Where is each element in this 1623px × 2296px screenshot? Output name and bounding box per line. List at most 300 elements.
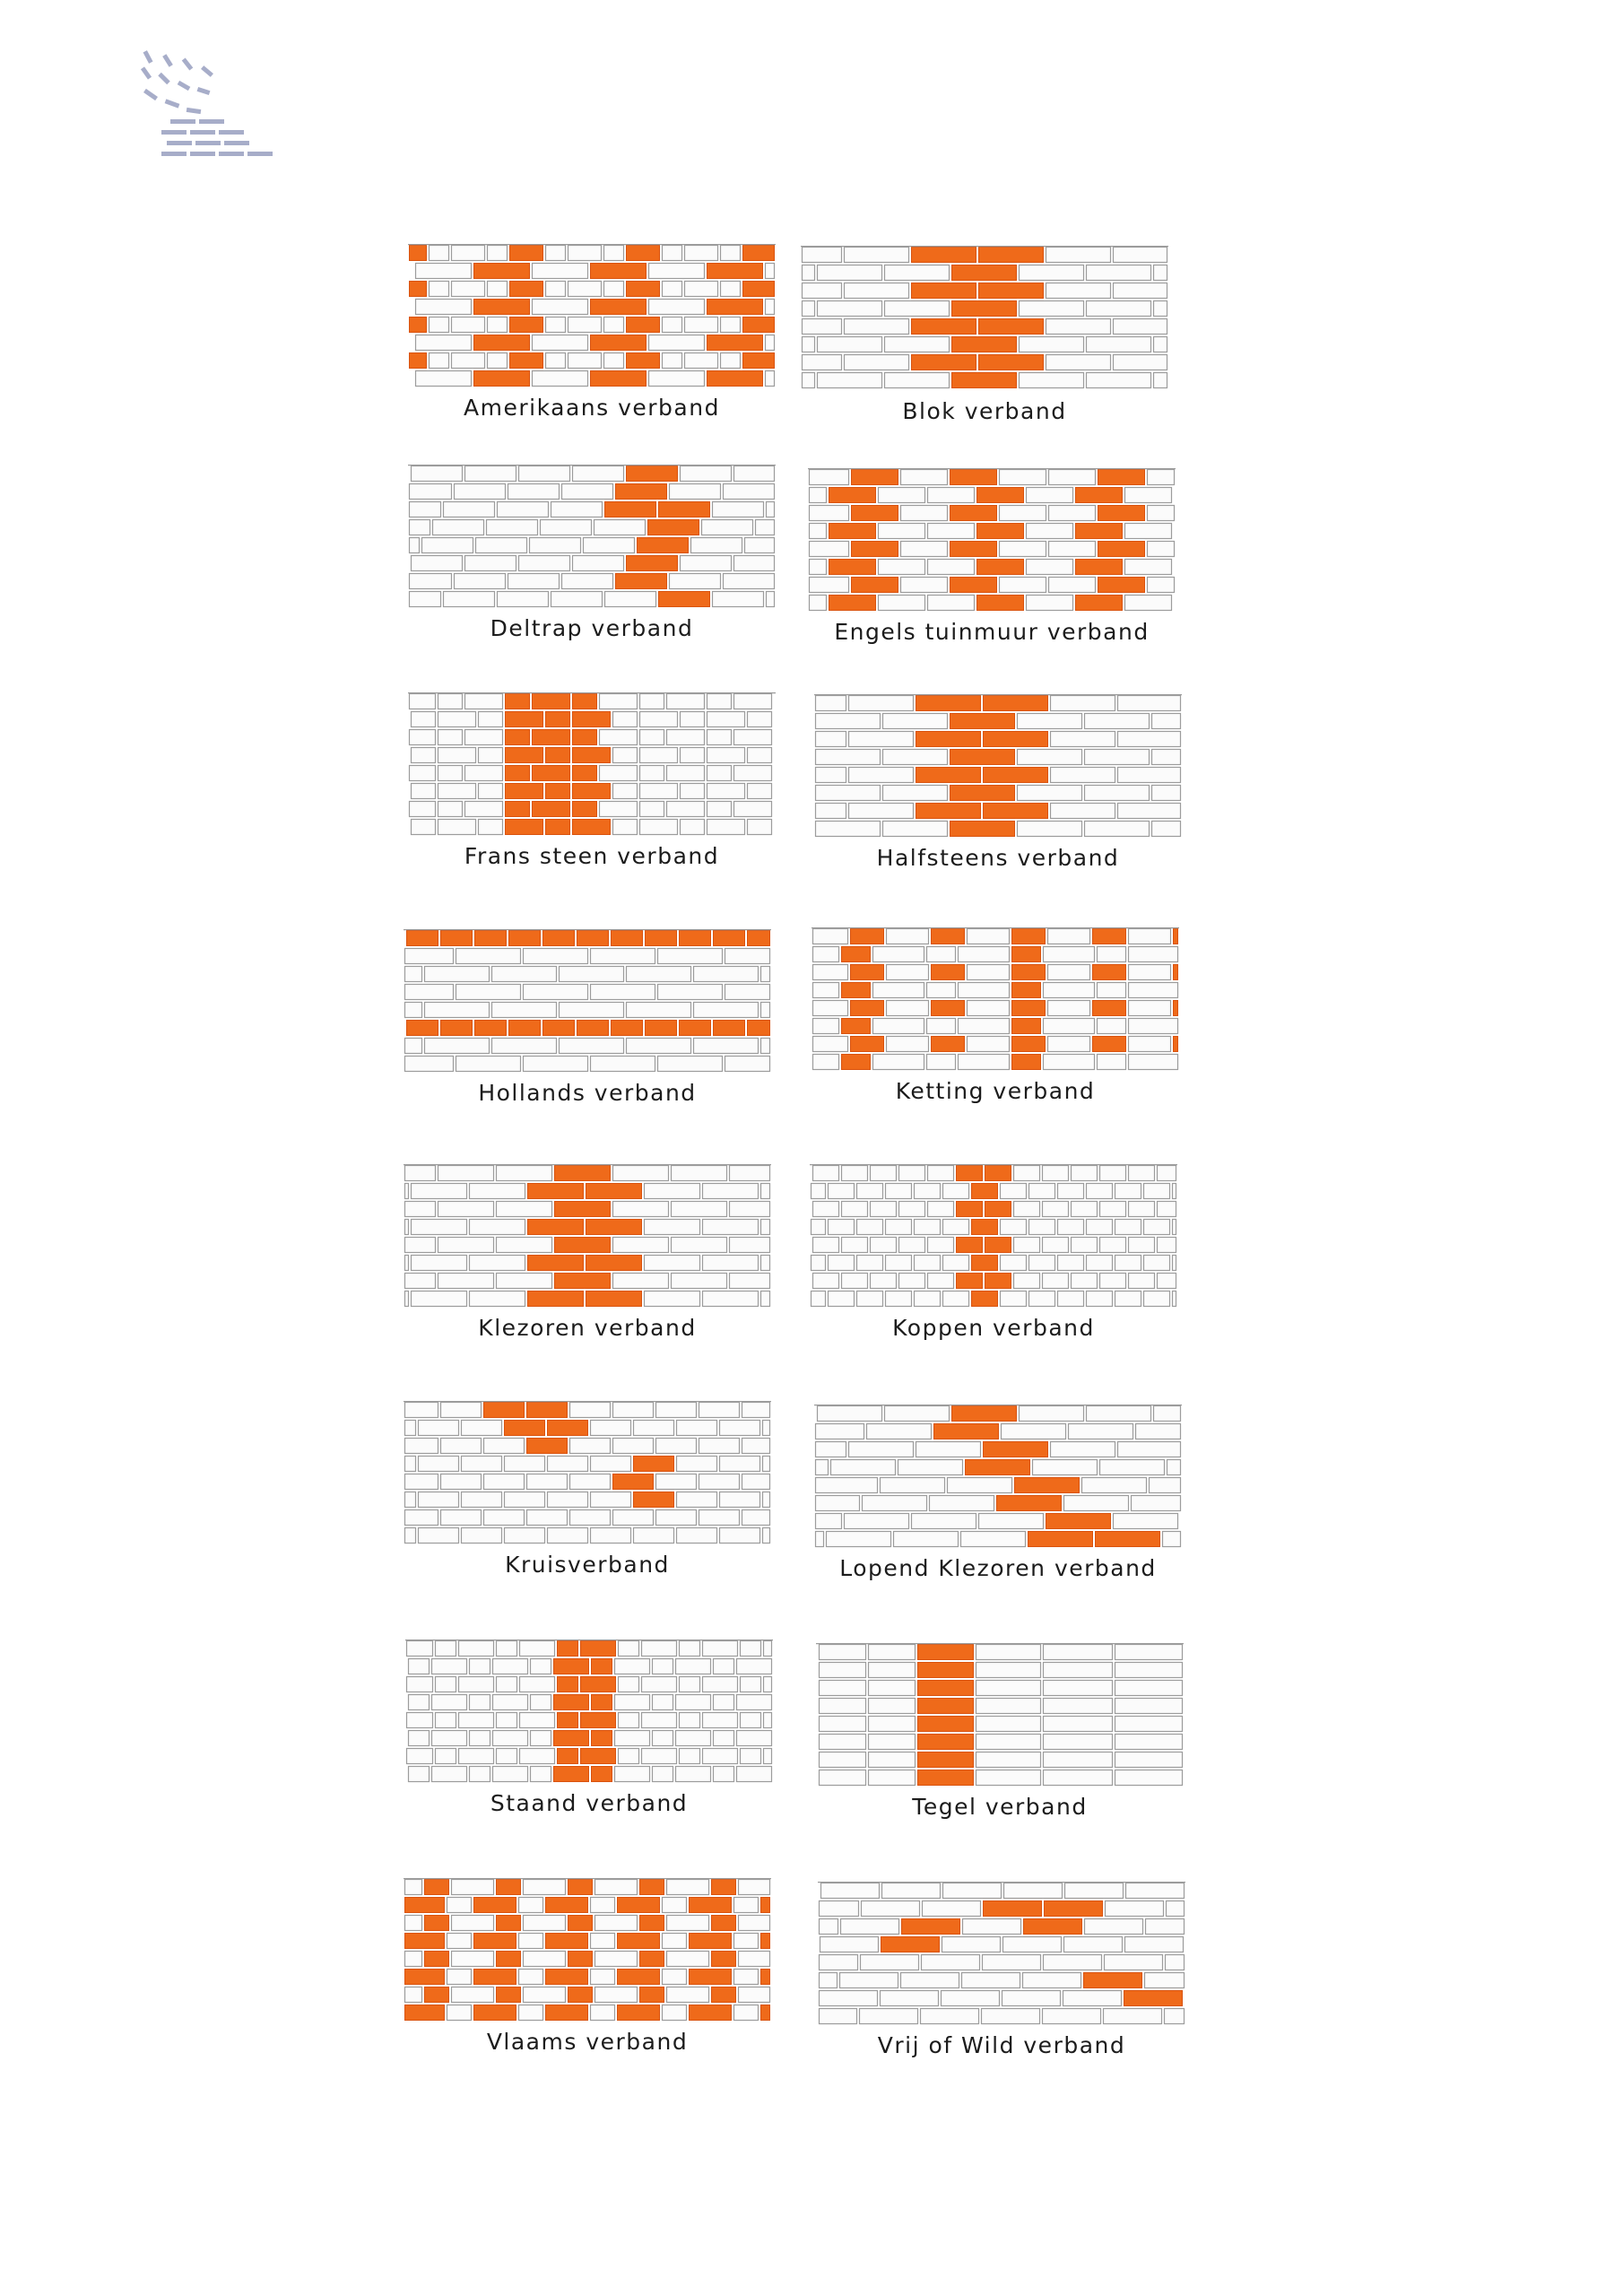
frans-brick [438, 820, 476, 835]
deltrap-brick [433, 520, 484, 535]
frans-brick-accent [533, 730, 570, 745]
blok-brick [1046, 248, 1111, 263]
hollands-brick [627, 1003, 691, 1018]
engels-brick-accent [829, 596, 876, 611]
kruis-brick [570, 1439, 611, 1454]
kruis-brick [677, 1421, 717, 1436]
amerikaans-brick [546, 317, 566, 333]
koppen-brick [1058, 1292, 1084, 1307]
ketting-brick-accent [1174, 1001, 1178, 1016]
kruis-brick [484, 1510, 525, 1526]
ketting-brick-accent [851, 965, 884, 980]
halfsteens-brick [1152, 786, 1181, 801]
staand-brick [470, 1695, 490, 1710]
vrij-brick [1003, 1937, 1062, 1952]
staand-brick [653, 1695, 673, 1710]
deltrap-brick [412, 556, 463, 571]
vrij-brick [820, 1991, 878, 2006]
deltrap-brick-accent [627, 466, 678, 482]
engels-brick [810, 578, 849, 593]
vlaams-brick [524, 1880, 566, 1895]
vlaams-brick [452, 1952, 494, 1967]
koppen-brick [812, 1184, 826, 1199]
vrij-brick [1165, 2009, 1185, 2024]
staand-brick [615, 1659, 650, 1674]
frans-brick-accent [573, 766, 597, 781]
vlaams-brick-accent [568, 1916, 593, 1931]
staand-brick [741, 1677, 761, 1692]
koppen-brick [1100, 1238, 1126, 1253]
logo-brick [161, 130, 187, 135]
logo-brick [158, 73, 169, 84]
koppen-brick-accent [957, 1238, 983, 1253]
frans-brick [640, 802, 664, 817]
blok-brick [1114, 248, 1167, 263]
ketting-brick-accent [932, 1001, 965, 1016]
vlaams-brick-accent [546, 1934, 588, 1949]
frans-brick-accent [533, 694, 570, 709]
koppen-brick-accent [985, 1238, 1011, 1253]
vlaams-brick [663, 1898, 687, 1913]
staand-caption: Staand verband [490, 1790, 689, 1816]
lopend-klezoren-brick [816, 1478, 878, 1493]
koppen-brick [857, 1292, 883, 1307]
kruis-brick [405, 1510, 438, 1526]
lopend-klezoren-brick-accent [966, 1460, 1030, 1475]
halfsteens-brick [883, 822, 948, 837]
blok-brick [1087, 337, 1151, 352]
koppen-brick [928, 1274, 954, 1289]
frans-brick [412, 712, 436, 727]
lopend-klezoren-brick [1150, 1478, 1181, 1493]
lopend-klezoren-brick [816, 1460, 829, 1475]
amerikaans-brick [721, 317, 741, 333]
kruis-brick [634, 1421, 674, 1436]
vlaams-brick-accent [568, 1952, 593, 1967]
hollands-brick-accent [475, 1021, 507, 1036]
koppen-brick-accent [985, 1274, 1011, 1289]
frans-brick [667, 802, 705, 817]
deltrap-brick [562, 484, 613, 500]
amerikaans-brick [533, 335, 588, 351]
engels-brick-accent [852, 506, 898, 521]
ketting-brick [927, 983, 956, 998]
halfsteens-brick-accent [916, 768, 981, 783]
koppen-brick [1072, 1202, 1098, 1217]
tegel-brick [869, 1699, 916, 1714]
frans-brick [667, 694, 705, 709]
koppen-brick [1072, 1166, 1098, 1181]
ketting-brick [887, 929, 929, 944]
vrij-brick-accent [984, 1901, 1042, 1917]
vrij-brick-wall [818, 1882, 1185, 2025]
frans-brick [707, 820, 745, 835]
hollands-brick [627, 1039, 691, 1054]
hollands-brick-accent [441, 1021, 473, 1036]
ketting-brick [1129, 929, 1171, 944]
deltrap-brick [465, 556, 516, 571]
vlaams-brick-accent [405, 1970, 445, 1985]
vrij-brick [862, 1901, 920, 1917]
halfsteens-brick [1051, 732, 1115, 747]
pattern-tegel [816, 1643, 1184, 1820]
blok-brick-accent [979, 283, 1044, 299]
staand-brick [459, 1677, 494, 1692]
kruis-brick [742, 1403, 770, 1418]
frans-brick [479, 748, 503, 763]
staand-brick-accent [581, 1677, 616, 1692]
amerikaans-brick [533, 264, 588, 279]
blok-brick [1020, 265, 1084, 281]
frans-brick [734, 694, 772, 709]
frans-brick-accent [506, 748, 543, 763]
staand-brick [409, 1695, 430, 1710]
engels-brick-accent [1098, 578, 1145, 593]
staand-brick [520, 1677, 555, 1692]
hollands-brick-accent [646, 931, 677, 946]
engels-brick [901, 542, 948, 557]
vlaams-brick [663, 1934, 687, 1949]
koppen-brick [1014, 1274, 1040, 1289]
lopend-klezoren-brick [930, 1496, 994, 1511]
amerikaans-brick [649, 300, 705, 315]
koppen-brick [842, 1202, 868, 1217]
hollands-brick [425, 967, 490, 982]
deltrap-brick [767, 502, 775, 517]
koppen-brick [1129, 1166, 1155, 1181]
koppen-brick [899, 1238, 925, 1253]
engels-brick [928, 488, 975, 503]
vlaams-brick-accent [640, 1987, 664, 2003]
staand-brick [432, 1659, 467, 1674]
pattern-klezoren [404, 1164, 771, 1341]
kruis-brick [656, 1403, 697, 1418]
deltrap-brick [713, 592, 764, 607]
frans-brick [438, 802, 463, 817]
amerikaans-brick-accent [707, 300, 763, 315]
vlaams-brick [591, 1934, 615, 1949]
staand-brick [432, 1731, 467, 1746]
koppen-brick [1087, 1256, 1113, 1271]
staand-brick [741, 1641, 761, 1657]
blok-brick-accent [952, 265, 1017, 281]
pattern-koppen [810, 1164, 1177, 1341]
lopend-klezoren-brick [1064, 1496, 1129, 1511]
frans-brick [681, 712, 705, 727]
vrij-brick [1064, 1937, 1123, 1952]
staand-brick [764, 1677, 772, 1692]
amerikaans-brick-accent [627, 353, 660, 369]
halfsteens-brick [1051, 804, 1115, 819]
amerikaans-brick-accent [591, 264, 647, 279]
tegel-brick-wall [816, 1643, 1184, 1787]
deltrap-brick [691, 538, 742, 553]
tegel-brick-accent [918, 1735, 974, 1750]
deltrap-brick [573, 466, 624, 482]
staand-brick [407, 1713, 433, 1728]
vrij-brick [820, 1901, 859, 1917]
staand-brick [741, 1713, 761, 1728]
kruis-brick [613, 1439, 654, 1454]
hollands-brick [627, 967, 691, 982]
deltrap-brick [508, 574, 560, 589]
halfsteens-brick [816, 714, 881, 729]
ketting-brick-accent [1012, 1055, 1041, 1070]
ketting-brick [1098, 1019, 1126, 1034]
koppen-brick [1173, 1184, 1176, 1199]
halfsteens-brick [1118, 768, 1181, 783]
hollands-brick [761, 967, 770, 982]
vlaams-brick-accent [618, 1970, 660, 1985]
ketting-brick-accent [1012, 1001, 1046, 1016]
hollands-brick-accent [407, 931, 438, 946]
koppen-brick [899, 1274, 925, 1289]
frans-brick-wall [408, 692, 776, 836]
vlaams-brick [591, 1970, 615, 1985]
vrij-brick [1166, 1955, 1185, 1970]
amerikaans-brick [533, 371, 588, 387]
logo-brick [161, 152, 187, 156]
staand-brick [409, 1731, 430, 1746]
frans-brick [410, 694, 436, 709]
deltrap-brick [670, 484, 721, 500]
ketting-brick [927, 1055, 956, 1070]
engels-brick [879, 524, 925, 539]
staand-brick [703, 1749, 738, 1764]
engels-brick [810, 560, 827, 575]
koppen-brick [1001, 1292, 1027, 1307]
koppen-brick-accent [972, 1292, 998, 1307]
engels-brick [879, 596, 925, 611]
koppen-brick [813, 1202, 839, 1217]
vlaams-brick [734, 1970, 759, 1985]
vlaams-brick [739, 1987, 770, 2003]
klezoren-brick [405, 1274, 436, 1289]
staand-brick [703, 1641, 738, 1657]
staand-brick [436, 1749, 456, 1764]
vlaams-brick-accent [690, 1898, 732, 1913]
klezoren-brick-accent [528, 1220, 584, 1235]
vlaams-brick-accent [640, 1880, 664, 1895]
vlaams-brick-accent [546, 1970, 588, 1985]
koppen-brick [871, 1166, 897, 1181]
hollands-brick-accent [612, 1021, 643, 1036]
lopend-klezoren-brick [849, 1442, 914, 1457]
pattern-staand [405, 1639, 773, 1816]
vrij-brick [820, 2009, 857, 2024]
ketting-brick-accent [1174, 1037, 1178, 1052]
staand-brick [737, 1731, 772, 1746]
engels-brick [810, 542, 849, 557]
engels-brick-accent [1076, 560, 1123, 575]
staand-brick [642, 1641, 677, 1657]
amerikaans-brick [649, 264, 705, 279]
amerikaans-brick [663, 282, 682, 297]
ketting-brick-accent [932, 1037, 965, 1052]
ketting-brick [873, 983, 924, 998]
staand-brick-accent [558, 1677, 578, 1692]
vrij-brick [820, 1937, 879, 1952]
koppen-brick [1087, 1184, 1113, 1199]
lopend-klezoren-brick-wall [814, 1405, 1182, 1548]
deltrap-brick [767, 592, 775, 607]
vlaams-brick [405, 1952, 422, 1967]
tegel-brick [869, 1663, 916, 1678]
staand-brick [653, 1731, 673, 1746]
vlaams-brick-accent [425, 1880, 449, 1895]
kruis-brick [419, 1528, 459, 1544]
koppen-brick-accent [957, 1202, 983, 1217]
kruis-brick [763, 1528, 770, 1544]
frans-brick [438, 730, 463, 745]
staand-brick [642, 1713, 677, 1728]
engels-brick-accent [977, 524, 1024, 539]
staand-brick [459, 1641, 494, 1657]
lopend-klezoren-brick [1087, 1406, 1151, 1422]
frans-brick [681, 784, 705, 799]
ketting-brick [959, 1055, 1010, 1070]
ketting-brick-accent [1093, 929, 1126, 944]
engels-brick-accent [1098, 470, 1145, 485]
amerikaans-brick [766, 371, 775, 387]
frans-brick [734, 766, 772, 781]
klezoren-brick [761, 1220, 770, 1235]
kruis-brick [763, 1457, 770, 1472]
vrij-brick [860, 2009, 918, 2024]
frans-brick [707, 766, 732, 781]
ketting-brick-wall [812, 927, 1179, 1071]
kruis-brick [677, 1528, 717, 1544]
logo-brick [143, 89, 158, 100]
ketting-brick [1129, 1055, 1178, 1070]
koppen-brick [1014, 1166, 1040, 1181]
koppen-brick [1043, 1274, 1069, 1289]
engels-brick-accent [977, 596, 1024, 611]
amerikaans-brick [766, 335, 775, 351]
frans-brick-accent [546, 784, 570, 799]
amerikaans-brick [488, 282, 508, 297]
frans-brick [600, 694, 638, 709]
ketting-brick [1098, 983, 1126, 998]
frans-brick-accent [573, 694, 597, 709]
hollands-brick [761, 1003, 770, 1018]
pattern-ketting [812, 927, 1179, 1104]
deltrap-brick [551, 592, 603, 607]
hollands-brick [694, 1039, 759, 1054]
engels-brick-accent [852, 578, 898, 593]
ketting-brick [1044, 947, 1095, 962]
ketting-brick [1048, 965, 1090, 980]
ketting-brick [1129, 1037, 1171, 1052]
hollands-brick [725, 949, 770, 964]
klezoren-brick [730, 1202, 770, 1217]
vlaams-brick-accent [497, 1880, 521, 1895]
ketting-brick [927, 1019, 956, 1034]
kruis-brick [742, 1439, 770, 1454]
engels-brick [810, 524, 827, 539]
ketting-brick [1129, 947, 1178, 962]
vlaams-brick [524, 1952, 566, 1967]
staand-brick [409, 1767, 430, 1782]
vlaams-brick [405, 1916, 422, 1931]
staand-brick [520, 1713, 555, 1728]
tegel-brick [869, 1645, 916, 1660]
blok-brick-wall [801, 246, 1168, 389]
koppen-brick [871, 1238, 897, 1253]
koppen-brick [899, 1202, 925, 1217]
vlaams-brick [447, 1970, 472, 1985]
staand-brick [531, 1767, 551, 1782]
koppen-brick [1144, 1184, 1170, 1199]
vrij-brick [1106, 1901, 1164, 1917]
tegel-brick [976, 1681, 1041, 1696]
frans-brick [600, 802, 638, 817]
hollands-brick-accent [577, 931, 609, 946]
koppen-brick [813, 1166, 839, 1181]
kruis-brick [720, 1528, 760, 1544]
kruis-brick [634, 1528, 674, 1544]
engels-brick [928, 524, 975, 539]
logo-brick [143, 50, 153, 64]
engels-brick [1000, 542, 1046, 557]
hollands-brick-accent [543, 931, 575, 946]
koppen-brick [1158, 1166, 1176, 1181]
vlaams-brick [524, 1916, 566, 1931]
vrij-brick [820, 1955, 858, 1970]
deltrap-brick [422, 538, 473, 553]
halfsteens-brick [1152, 714, 1181, 729]
koppen-brick [915, 1220, 941, 1235]
ketting-brick-accent [842, 1019, 871, 1034]
vlaams-brick-accent [640, 1952, 664, 1967]
kruis-brick [405, 1528, 416, 1544]
vrij-brick [1104, 2009, 1162, 2024]
koppen-brick [813, 1238, 839, 1253]
tegel-brick [976, 1717, 1041, 1732]
blok-brick [803, 301, 815, 317]
hollands-caption: Hollands verband [478, 1080, 697, 1106]
frans-brick-accent [573, 820, 611, 835]
tegel-brick [820, 1645, 866, 1660]
ketting-brick [813, 1055, 839, 1070]
amerikaans-brick [685, 246, 718, 261]
amerikaans-brick [416, 335, 472, 351]
lopend-klezoren-caption: Lopend Klezoren verband [839, 1555, 1157, 1581]
blok-brick [1114, 319, 1167, 335]
staand-brick [737, 1767, 772, 1782]
ketting-brick [873, 1019, 924, 1034]
klezoren-brick-accent [586, 1292, 642, 1307]
frans-brick [412, 784, 436, 799]
klezoren-brick [730, 1238, 770, 1253]
amerikaans-brick-accent [591, 335, 647, 351]
blok-brick [803, 283, 842, 299]
blok-brick [1154, 301, 1167, 317]
staand-brick [520, 1641, 555, 1657]
hollands-brick [694, 1003, 759, 1018]
engels-brick [810, 488, 827, 503]
lopend-klezoren-brick [827, 1532, 891, 1547]
lopend-klezoren-brick [1020, 1406, 1084, 1422]
logo-brick [199, 119, 224, 124]
staand-brick [619, 1677, 639, 1692]
koppen-brick [943, 1220, 969, 1235]
frans-brick [707, 730, 732, 745]
vlaams-brick [519, 1970, 543, 1985]
staand-brick [737, 1695, 772, 1710]
engels-brick [1125, 524, 1172, 539]
klezoren-brick [703, 1220, 759, 1235]
